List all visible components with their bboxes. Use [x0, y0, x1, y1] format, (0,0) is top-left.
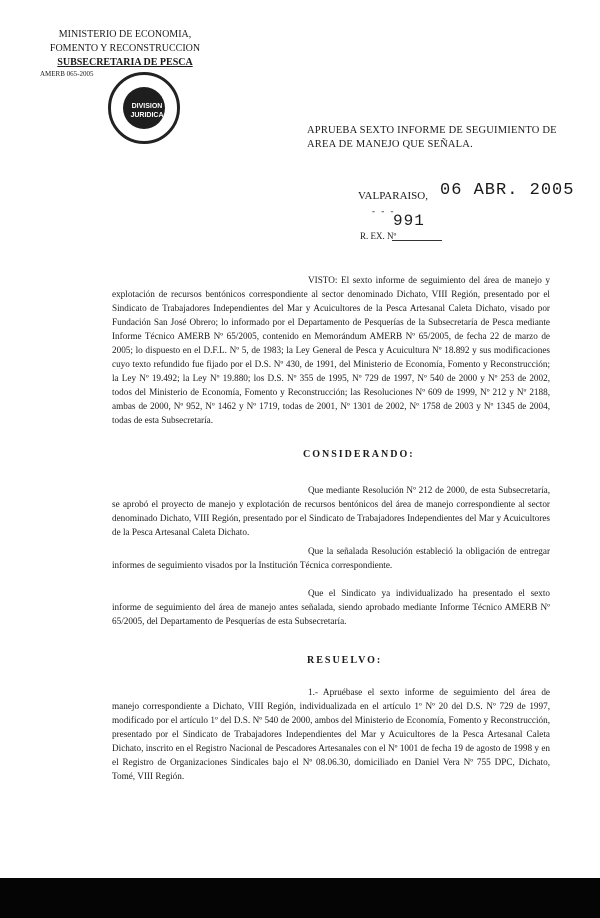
rex-label: R. EX. Nº [360, 231, 397, 241]
letterhead-reference: AMERB 065-2005 [40, 70, 94, 78]
date-stamp: 06 ABR. 2005 [440, 181, 575, 200]
considerando-paragraph-2: Que la señalada Resolución estableció la obligación de entregar informes de seguimiento visados por la Institución Técnica correspondiente. [112, 546, 550, 570]
place-label: VALPARAISO, [358, 190, 428, 202]
dash-marks: - - - [372, 206, 396, 216]
rex-underline [392, 240, 442, 241]
resuelvo-heading: RESUELVO: [307, 655, 383, 666]
considerando-heading: CONSIDERANDO: [303, 449, 415, 460]
letterhead-ministry: MINISTERIO DE ECONOMIA, [58, 29, 192, 40]
stamp-line-2: JURIDICA [130, 112, 164, 119]
resuelvo-paragraph-1: 1.- Apruébase el sexto informe de seguimiento del área de manejo correspondiente a Dichato, VIII Región, individualizada en el artículo 1º Nº 20 del D.S. Nº 729 de 1997, modificado por el artículo 1º del D.S. Nº 540 de 2000, ambos del Ministerio de Economía, Fomento y Reconstrucción, presentado por el Sindicato de Trabajadores Independientes del Mar y Acuicultores de la Pesca Artesanal Caleta Dichato, inscrito en el Registro Nacional de Pescadores Artesanales con el Nº 1001 de fecha 19 de agosto de 1998 y en el Registro de Organizaciones Sindicales bajo el Nº 08.06.30, domiciliado en Daniel Vera Nº 755 DPC, Dichato, Tomé, VIII Región. [112, 687, 550, 781]
letterhead-ministry-2: FOMENTO Y RECONSTRUCCION [49, 43, 201, 54]
stamp-line-1: DIVISION [131, 103, 163, 110]
visto-paragraph: VISTO: El sexto informe de seguimiento del área de manejo y explotación de recursos bentónicos correspondiente al sector denominado Dichato, VIII Región, presentado por el Sindicato de Trabajadores Independientes del Mar y Acuicultores de la Pesca Artesanal Caleta Dichato, visado por Fundación San José Obrero; lo informado por el Departamento de Pesquerías de la Subsecretaría de Pesca mediante Informe Técnico AMERB Nº 65/2005, contenido en Memorándum AMERB Nº 65/2005, de fecha 22 de marzo de 2005; lo dispuesto en el D.F.L. Nº 5, de 1983; la Ley General de Pesca y Acuicultura Nº 18.892 y sus modificaciones cuyo texto refundido fue fijado por el D.S. Nº 430, de 1991, del Ministerio de Economía, Fomento y Reconstrucción; la Ley Nº 19.492; la Ley Nº 19.880; los D.S. Nº 355 de 1995, Nº 729 de 1997, Nº 540 de 2000 y Nº 253 de 2002, todos del Ministerio de Economía, Fomento y Reconstrucción; las Resoluciones Nº 609 de 1999, Nº 212 y Nº 2188, ambas de 2000, Nº 952, Nº 1462 y Nº 1719, todas de 2001, Nº 1301 de 2002, Nº 1758 de 2003 y Nº 1345 de 2004, todas de esta Subsecretaría. [112, 275, 550, 425]
division-juridica-stamp [108, 72, 180, 144]
considerando-paragraph-3: Que el Sindicato ya individualizado ha presentado el sexto informe de seguimiento del área de manejo antes señalada, siendo aprobado mediante Informe Técnico AMERB Nº 65/2005, del Departamento de Pesquerías de esta Subsecretaría. [112, 588, 550, 626]
letterhead-subsecretaria: SUBSECRETARIA DE PESCA [57, 57, 193, 68]
document-title: APRUEBA SEXTO INFORME DE SEGUIMIENTO DE AREA DE MANEJO QUE SEÑALA. [307, 125, 557, 150]
resolution-number: 991 [393, 212, 425, 230]
considerando-paragraph-1: Que mediante Resolución Nº 212 de 2000, de esta Subsecretaría, se aprobó el proyecto de manejo y explotación de recursos bentónicos del área de manejo correspondiente al sector denominado Dichato, VIII Región, presentado por el Sindicato de Trabajadores Independientes del Mar y Acuicultores de la Pesca Artesanal Caleta Dichato. [112, 485, 550, 537]
scan-bottom-edge [0, 878, 600, 918]
letterhead [30, 28, 220, 79]
